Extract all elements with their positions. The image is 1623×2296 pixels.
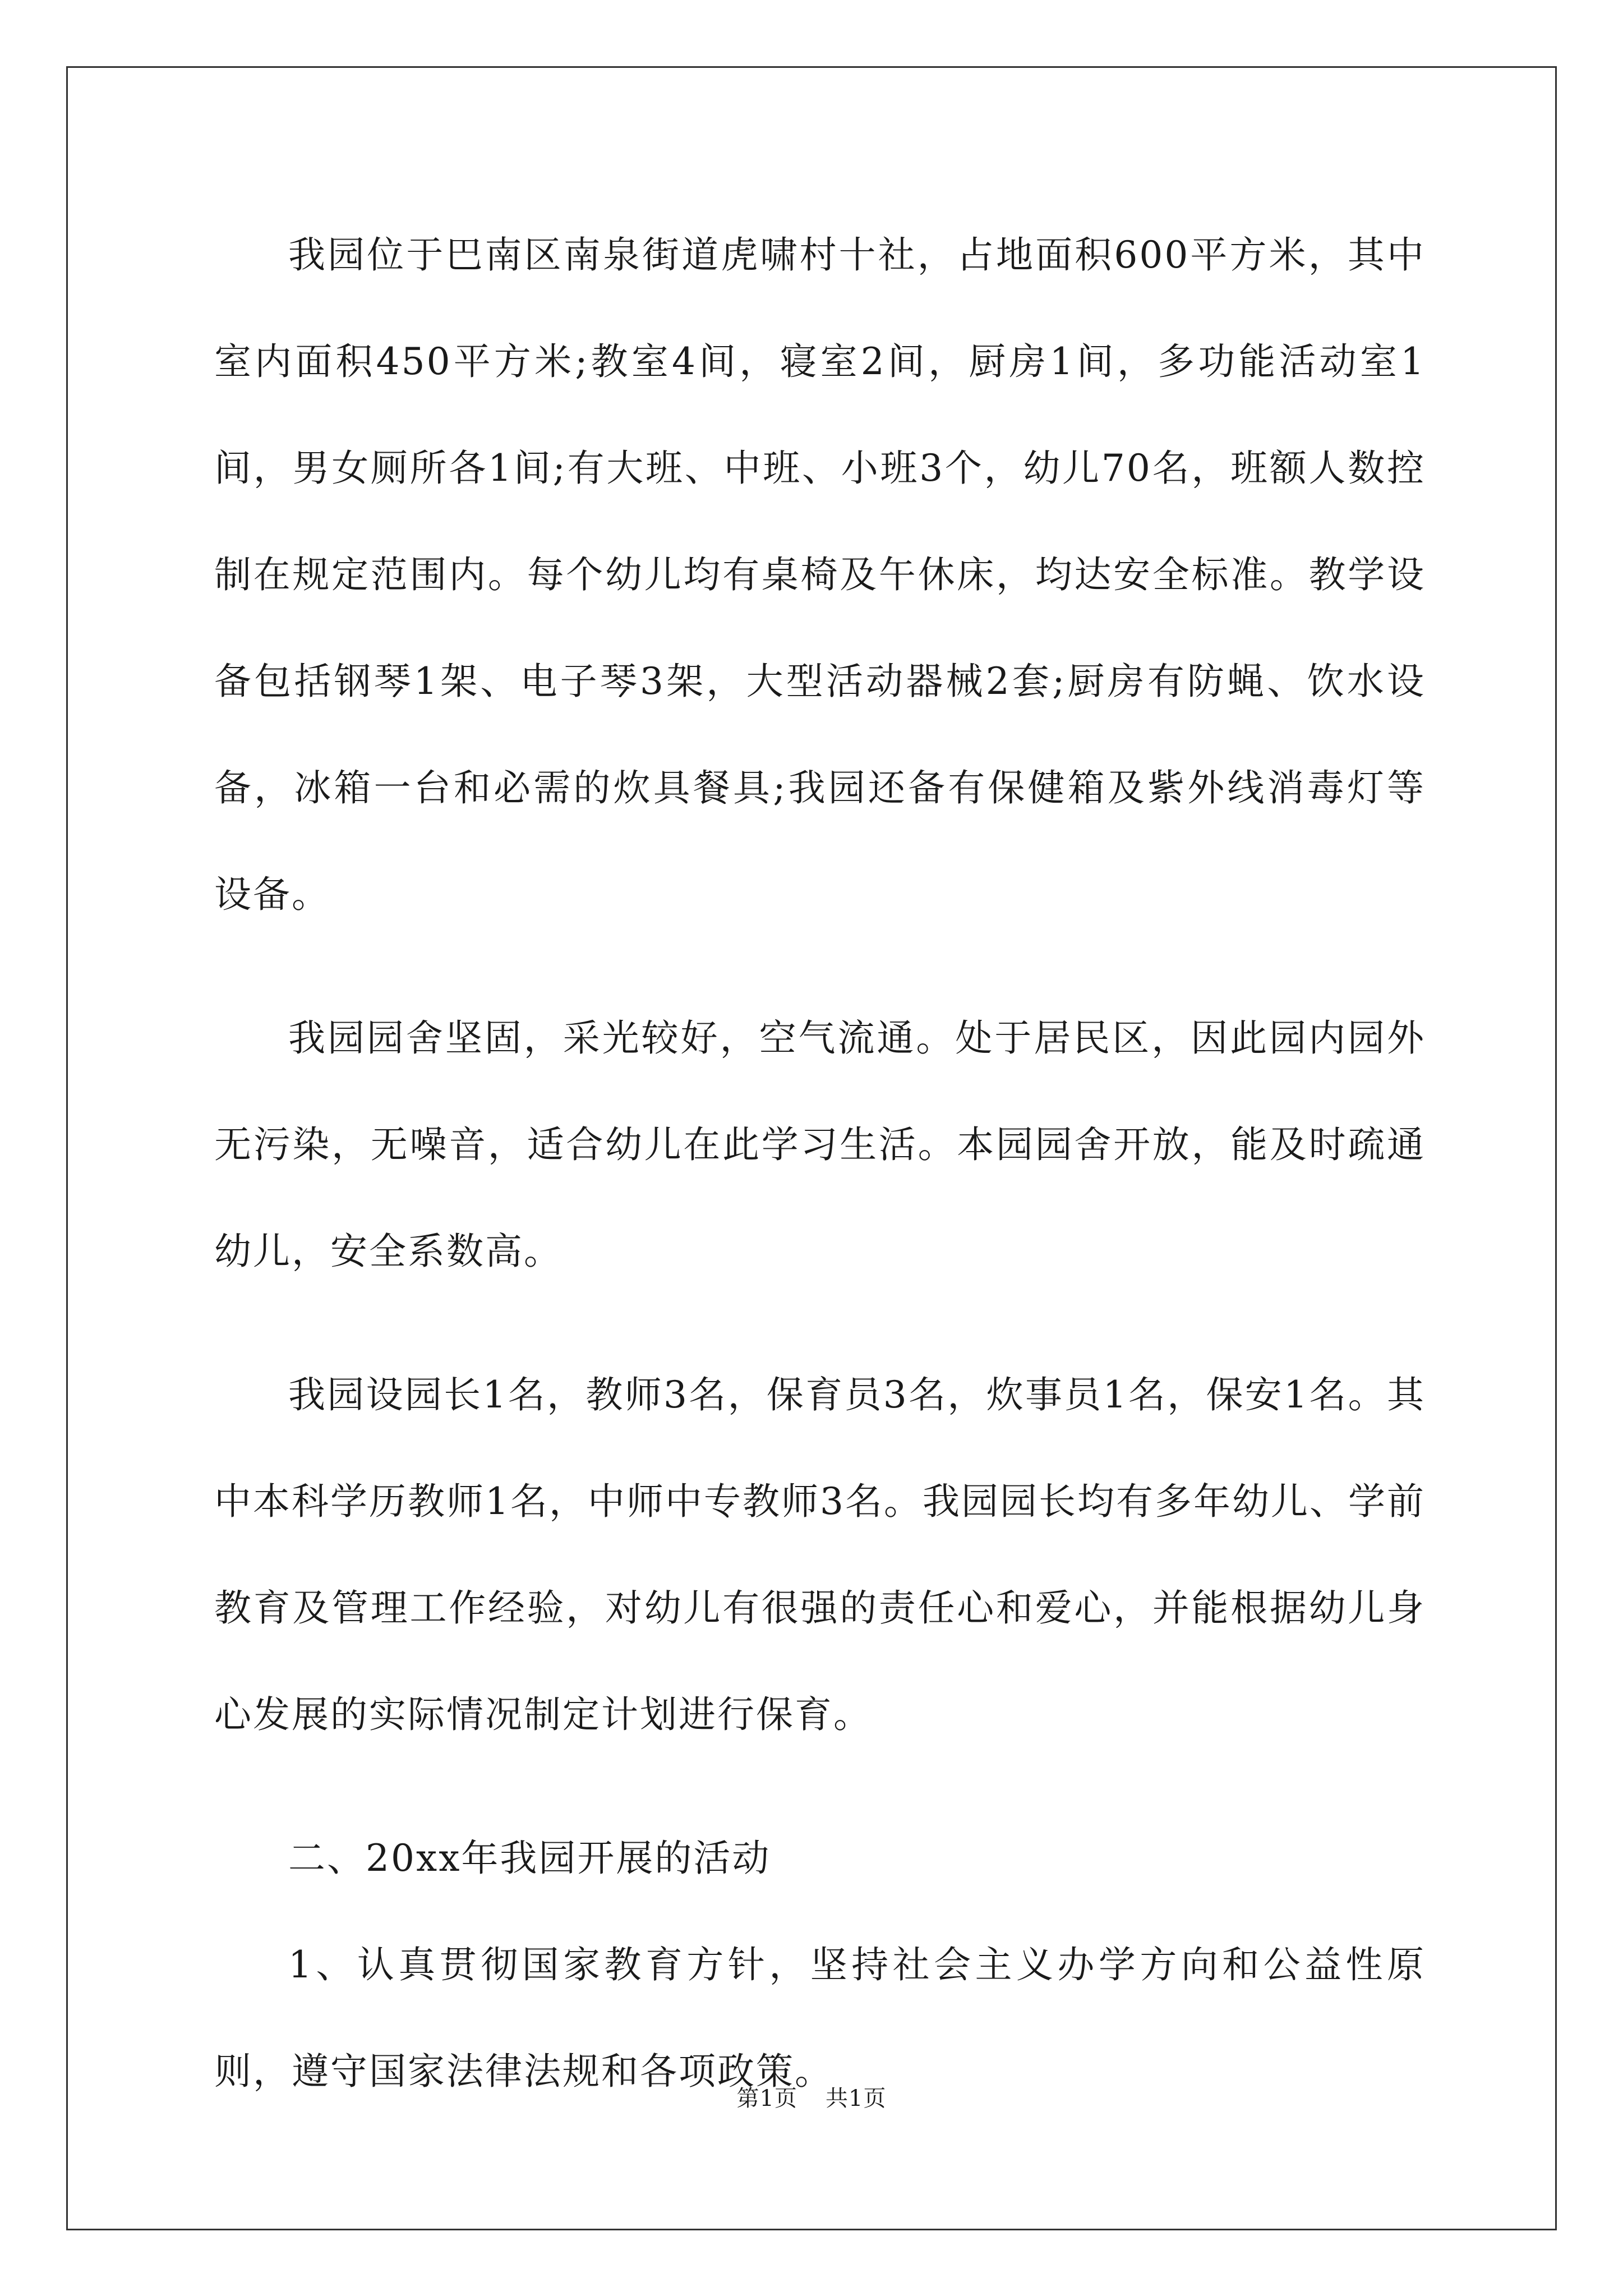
list-item-1: 1、认真贯彻国家教育方针，坚持社会主义办学方向和公益性原则，遵守国家法律法规和各项政策。 <box>214 1943 1426 2093</box>
paragraph-staff: 我园设园长1名，教师3名，保育员3名，炊事员1名，保安1名。其中本科学历教师1名，中师中专教师3名。我园园长均有多年幼儿、学前教育及管理工作经验，对幼儿有很强的责任心和爱心，并能根据幼儿身心发展的实际情况制定计划进行保育。 <box>214 1373 1426 1736</box>
page-number: 第1页 <box>736 2086 797 2111</box>
paragraph-environment: 我园园舍坚固，采光较好，空气流通。处于居民区，因此园内园外无污染，无噪音，适合幼儿在此学习生活。本园园舍开放，能及时疏通幼儿，安全系数高。 <box>214 1016 1426 1273</box>
page-footer <box>0 2084 1623 2113</box>
section-heading: 二、20xx年我园开展的活动 <box>288 1837 771 1880</box>
document-body <box>214 202 1426 2162</box>
page-total: 共1页 <box>826 2086 887 2111</box>
paragraph-facilities: 我园位于巴南区南泉街道虎啸村十社，占地面积600平方米，其中室内面积450平方米;教室4间，寝室2间，厨房1间，多功能活动室1间，男女厕所各1间;有大班、中班、小班3个，幼儿70名，班额人数控制在规定范围内。每个幼儿均有桌椅及午休床，均达安全标准。教学设备包括钢琴1架、电子琴3架，大型活动器械2套;厨房有防蝇、饮水设备，冰箱一台和必需的炊具餐具;我园还备有保健箱及紫外线消毒灯等设备。 <box>214 233 1426 916</box>
